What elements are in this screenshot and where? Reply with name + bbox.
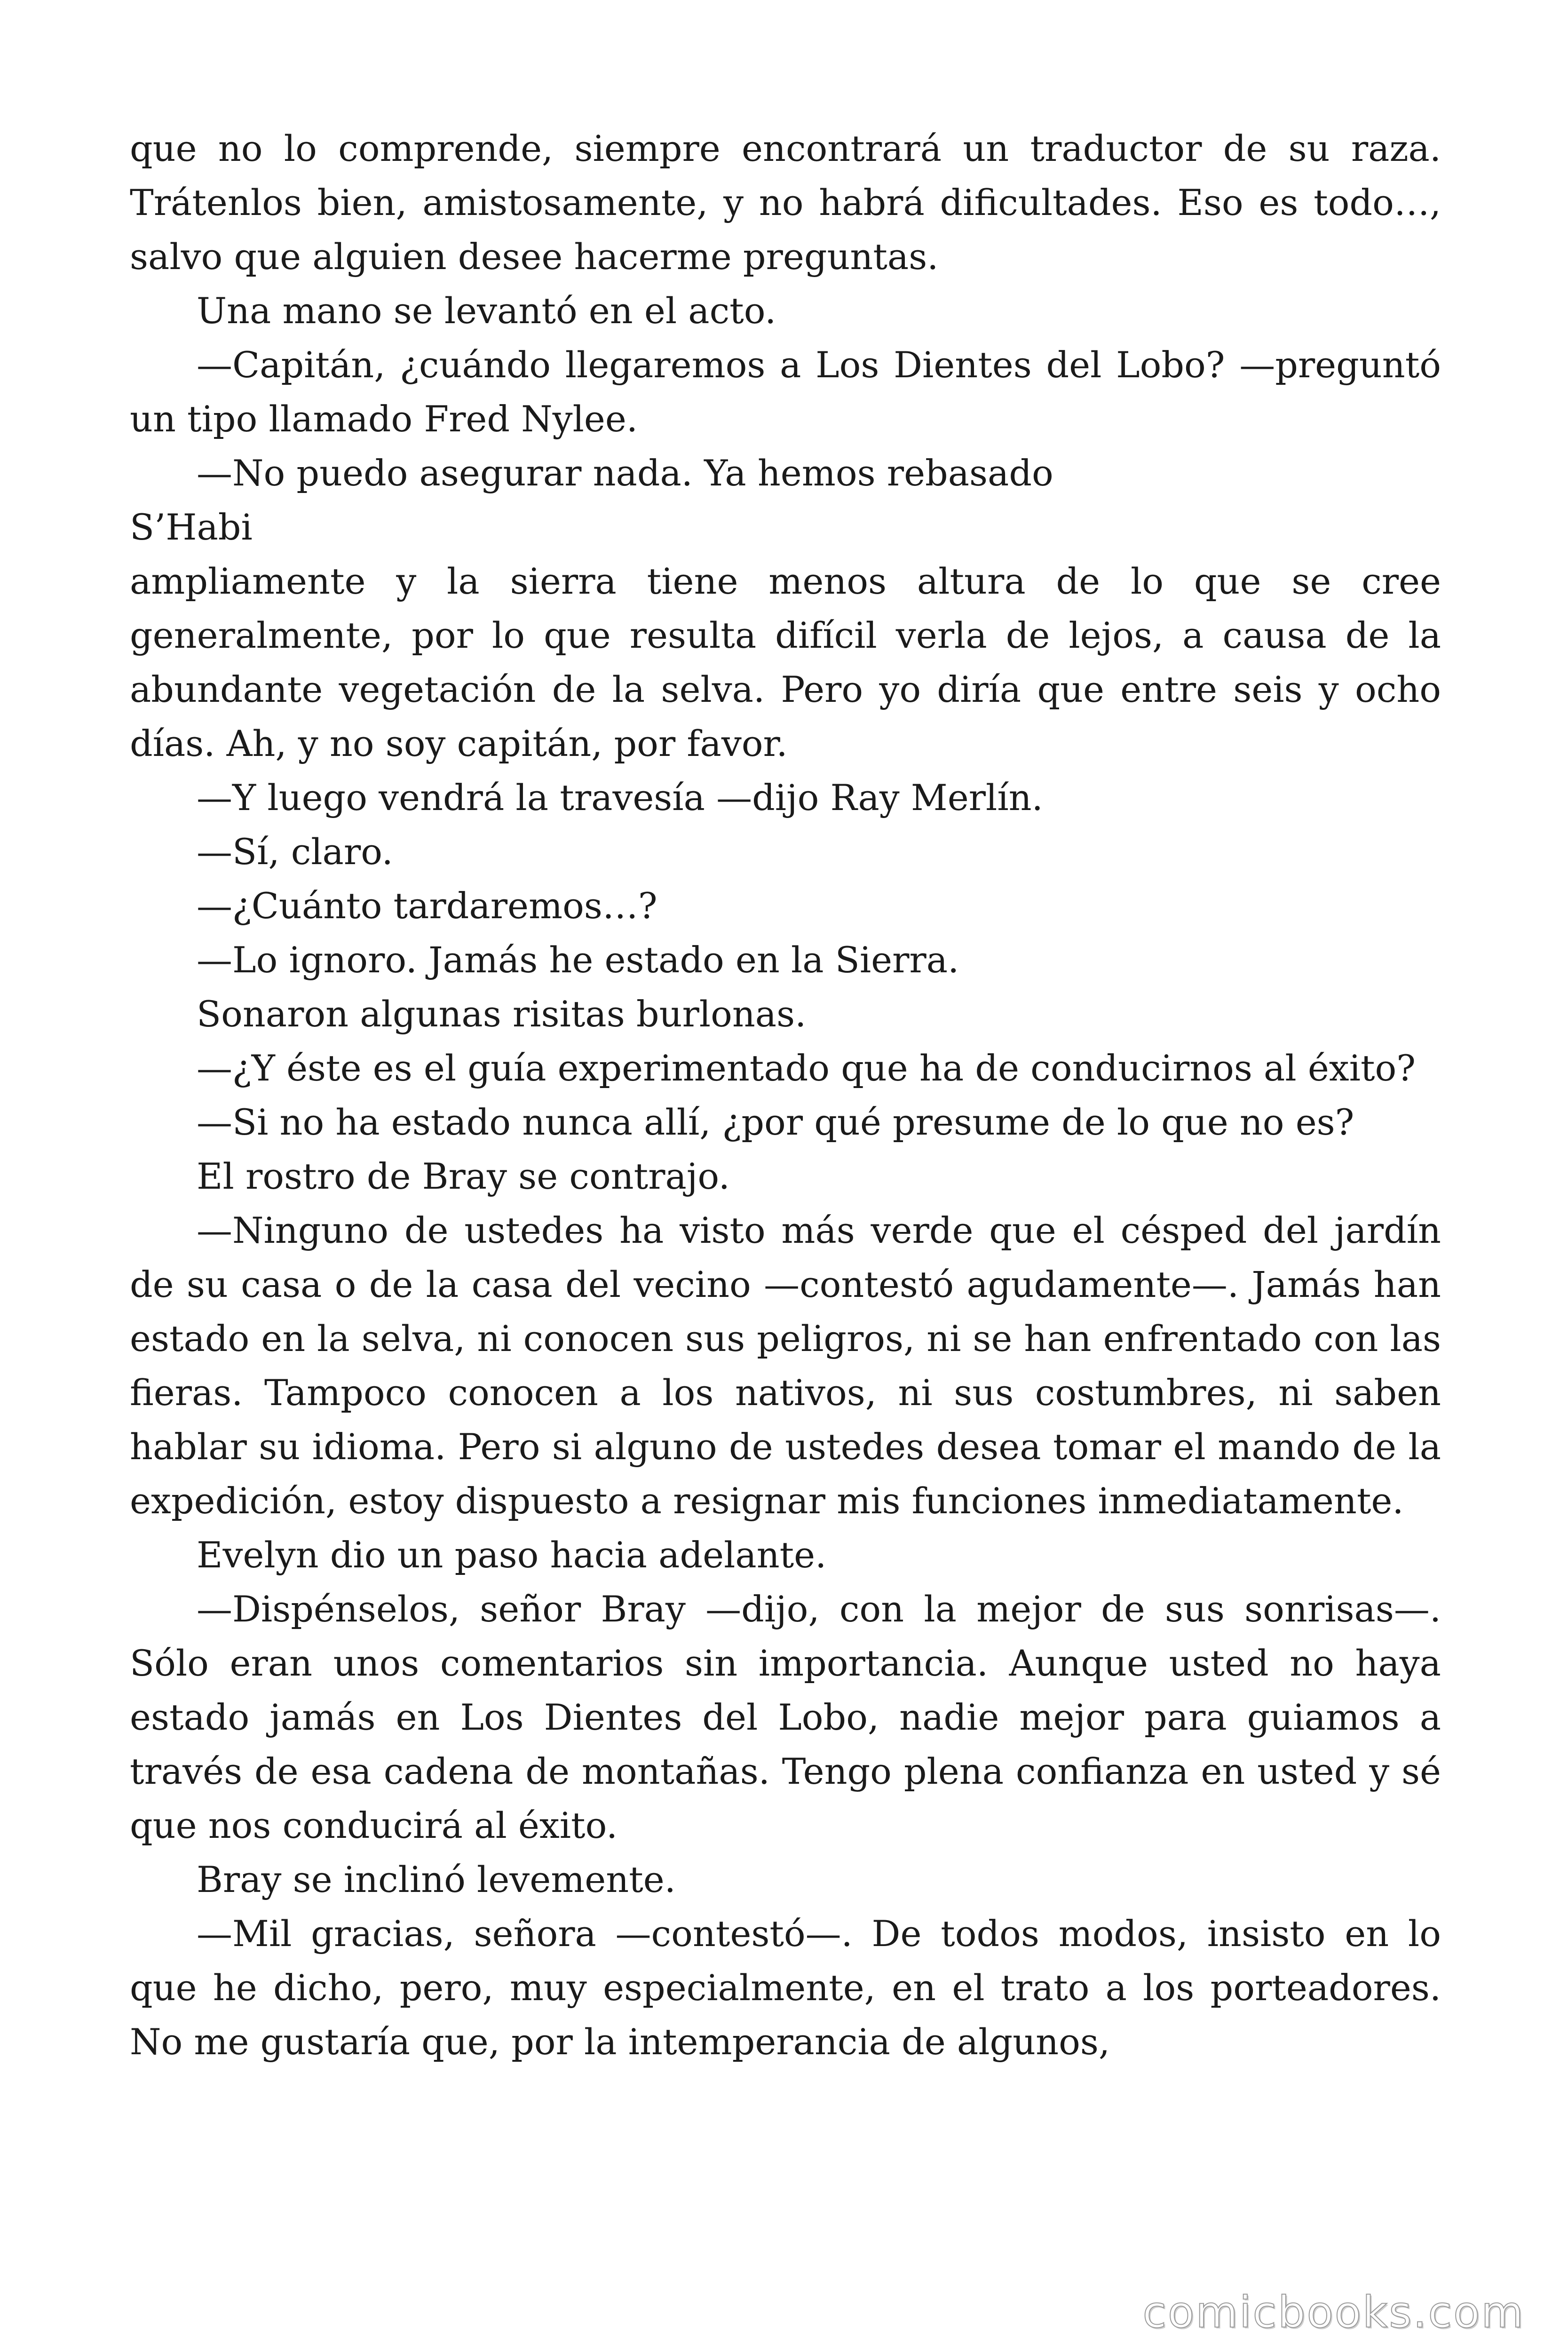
paragraph: —Si no ha estado nunca allí, ¿por qué presume de lo que no es? xyxy=(197,1101,1354,1143)
paragraph: —Mil gracias, señora —contestó—. De todos modos, insisto en lo que he dicho, pero, muy especialmente, en el trato a los porteadores. No me gustaría que, por la intemperancia de algunos, xyxy=(130,1913,1441,2063)
paragraph: —Ninguno de ustedes ha visto más verde que el césped del jardín de su casa o de la casa del vecino —contestó agudamente—. Jamás han estado en la selva, ni conocen sus peligros, ni se han enfrentado con las fieras. Tampoco conocen a los nativos, ni sus costumbres, ni saben hablar su idioma. Pero si alguno de ustedes desea tomar el mando de la expedición, estoy dispuesto a resignar mis funciones inmediatamente. xyxy=(130,1209,1441,1522)
paragraph: —Sí, claro. xyxy=(197,831,393,873)
paragraph: Una mano se levantó en el acto. xyxy=(197,290,776,332)
paragraph: Evelyn dio un paso hacia adelante. xyxy=(197,1534,827,1576)
paragraph: El rostro de Bray se contrajo. xyxy=(197,1155,730,1197)
page-body xyxy=(130,121,1441,2069)
paragraph: Sonaron algunas risitas burlonas. xyxy=(197,993,807,1035)
paragraph: ampliamente y la sierra tiene menos altura de lo que se cree generalmente, por lo que resulta difícil verla de lejos, a causa de la abundante vegetación de la selva. Pero yo diría que entre seis y ocho días. Ah, y no soy capitán, por favor. xyxy=(130,560,1441,764)
paragraph: que no lo comprende, siempre encontrará un traductor de su raza. Trátenlos bien, amistosamente, y no habrá dificultades. Eso es todo…, salvo que alguien desee hacerme preguntas. xyxy=(130,127,1441,278)
watermark-logo: comicbooks.com xyxy=(1142,2287,1525,2337)
paragraph: —Lo ignoro. Jamás he estado en la Sierra. xyxy=(197,939,959,981)
paragraph: —¿Y éste es el guía experimentado que ha de conducirnos al éxito? xyxy=(197,1047,1416,1089)
paragraph: —Y luego vendrá la travesía —dijo Ray Merlín. xyxy=(197,777,1043,818)
paragraph: —No puedo asegurar nada. Ya hemos rebasado xyxy=(197,452,1053,494)
paragraph: Bray se inclinó levemente. xyxy=(197,1859,676,1900)
paragraph: —Dispénselos, señor Bray —dijo, con la mejor de sus sonrisas—. Sólo eran unos comentarios sin importancia. Aunque usted no haya estado jamás en Los Dientes del Lobo, nadie mejor para guiamos a través de esa cadena de montañas. Tengo plena confianza en usted y sé que nos conducirá al éxito. xyxy=(130,1588,1441,1846)
paragraph: S’Habi xyxy=(130,506,253,548)
paragraph: —Capitán, ¿cuándo llegaremos a Los Dientes del Lobo? —preguntó un tipo llamado Fred Nylee. xyxy=(130,344,1441,440)
paragraph: —¿Cuánto tardaremos…? xyxy=(197,885,657,927)
